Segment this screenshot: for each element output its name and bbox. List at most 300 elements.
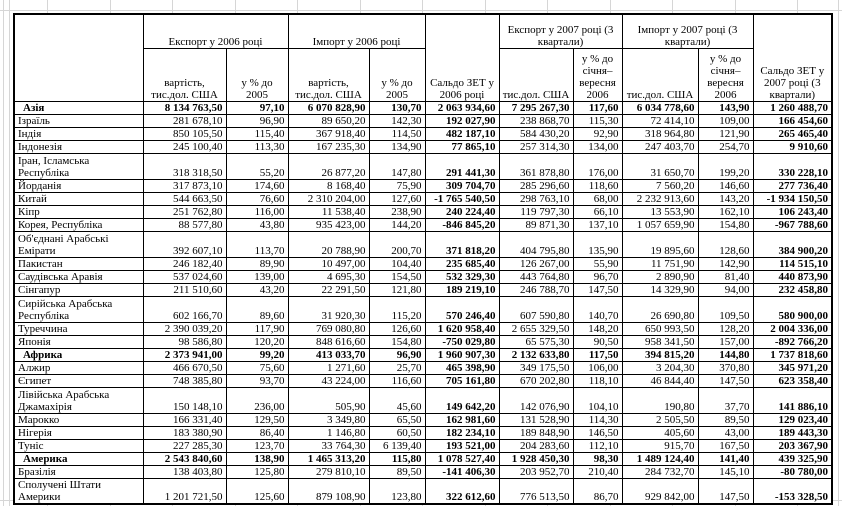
value-cell[interactable]: 25,70: [369, 361, 425, 374]
saldo-cell[interactable]: 1 960 907,30: [425, 348, 499, 361]
saldo-cell[interactable]: 2 063 934,60: [425, 101, 499, 114]
value-cell[interactable]: 413 033,70: [288, 348, 369, 361]
saldo-cell[interactable]: 1 620 958,40: [425, 322, 499, 335]
value-cell[interactable]: 129,50: [226, 413, 288, 426]
value-cell[interactable]: 167,50: [698, 439, 753, 452]
value-cell[interactable]: 145,10: [698, 465, 753, 478]
value-cell[interactable]: 284 732,70: [622, 465, 698, 478]
value-cell[interactable]: 318 318,50: [143, 153, 226, 179]
value-cell[interactable]: 89,60: [226, 296, 288, 322]
saldo-cell[interactable]: 240 224,40: [425, 205, 499, 218]
value-cell[interactable]: 137,10: [573, 218, 622, 231]
value-cell[interactable]: 443 764,80: [499, 270, 573, 283]
value-cell[interactable]: 55,90: [573, 257, 622, 270]
value-cell[interactable]: 142 076,90: [499, 387, 573, 413]
value-cell[interactable]: 96,90: [369, 348, 425, 361]
saldo-cell[interactable]: 330 228,10: [753, 153, 832, 179]
value-cell[interactable]: 537 024,60: [143, 270, 226, 283]
saldo-cell[interactable]: -967 788,60: [753, 218, 832, 231]
value-cell[interactable]: 75,60: [226, 361, 288, 374]
value-cell[interactable]: 167 235,30: [288, 140, 369, 153]
value-cell[interactable]: 238 868,70: [499, 114, 573, 127]
value-cell[interactable]: 147,50: [698, 374, 753, 387]
value-cell[interactable]: 89,50: [369, 465, 425, 478]
saldo-cell[interactable]: -80 780,00: [753, 465, 832, 478]
value-cell[interactable]: 584 430,20: [499, 127, 573, 140]
value-cell[interactable]: 114,30: [573, 413, 622, 426]
value-cell[interactable]: 2 232 913,60: [622, 192, 698, 205]
value-cell[interactable]: 254,70: [698, 140, 753, 153]
value-cell[interactable]: 505,90: [288, 387, 369, 413]
value-cell[interactable]: 1 271,60: [288, 361, 369, 374]
value-cell[interactable]: 115,40: [226, 127, 288, 140]
value-cell[interactable]: 189 848,90: [499, 426, 573, 439]
region-cell[interactable]: Марокко: [14, 413, 143, 426]
column-sub-header[interactable]: вартість, тис.дол. США: [143, 48, 226, 101]
saldo-cell[interactable]: 1 737 818,60: [753, 348, 832, 361]
value-cell[interactable]: 117,60: [573, 101, 622, 114]
value-cell[interactable]: 89,50: [698, 413, 753, 426]
value-cell[interactable]: 246 182,40: [143, 257, 226, 270]
value-cell[interactable]: 769 080,80: [288, 322, 369, 335]
value-cell[interactable]: 120,20: [226, 335, 288, 348]
region-cell[interactable]: Ізраїль: [14, 114, 143, 127]
saldo-cell[interactable]: 439 325,90: [753, 452, 832, 465]
value-cell[interactable]: 2 132 633,80: [499, 348, 573, 361]
value-cell[interactable]: 75,90: [369, 179, 425, 192]
value-cell[interactable]: 147,50: [573, 283, 622, 296]
value-cell[interactable]: 138,90: [226, 452, 288, 465]
value-cell[interactable]: 7 295 267,30: [499, 101, 573, 114]
value-cell[interactable]: 146,50: [573, 426, 622, 439]
column-group-header[interactable]: Імпорт у 2006 році: [288, 14, 425, 48]
value-cell[interactable]: 176,00: [573, 153, 622, 179]
value-cell[interactable]: 121,80: [369, 283, 425, 296]
value-cell[interactable]: 204 283,60: [499, 439, 573, 452]
value-cell[interactable]: 148,20: [573, 322, 622, 335]
value-cell[interactable]: 257 314,30: [499, 140, 573, 153]
value-cell[interactable]: 117,50: [573, 348, 622, 361]
value-cell[interactable]: 318 964,80: [622, 127, 698, 140]
value-cell[interactable]: 850 105,50: [143, 127, 226, 140]
saldo-cell[interactable]: 162 981,60: [425, 413, 499, 426]
value-cell[interactable]: 144,80: [698, 348, 753, 361]
value-cell[interactable]: 285 296,60: [499, 179, 573, 192]
value-cell[interactable]: 99,20: [226, 348, 288, 361]
value-cell[interactable]: 935 423,00: [288, 218, 369, 231]
value-cell[interactable]: 118,60: [573, 179, 622, 192]
saldo-cell[interactable]: 2 004 336,00: [753, 322, 832, 335]
value-cell[interactable]: 144,20: [369, 218, 425, 231]
saldo-cell[interactable]: 114 515,10: [753, 257, 832, 270]
region-cell[interactable]: Сирійська Арабська Республіка: [14, 296, 143, 322]
region-cell[interactable]: Америка: [14, 452, 143, 465]
value-cell[interactable]: 46 844,40: [622, 374, 698, 387]
value-cell[interactable]: 404 795,80: [499, 231, 573, 257]
saldo-cell[interactable]: 9 910,60: [753, 140, 832, 153]
value-cell[interactable]: 114,50: [369, 127, 425, 140]
value-cell[interactable]: 143,20: [698, 192, 753, 205]
saldo-cell[interactable]: 322 612,60: [425, 478, 499, 504]
value-cell[interactable]: 211 510,60: [143, 283, 226, 296]
value-cell[interactable]: 68,00: [573, 192, 622, 205]
saldo-cell[interactable]: 277 736,40: [753, 179, 832, 192]
value-cell[interactable]: 147,80: [369, 153, 425, 179]
saldo-cell[interactable]: -846 845,20: [425, 218, 499, 231]
value-cell[interactable]: 199,20: [698, 153, 753, 179]
region-cell[interactable]: Китай: [14, 192, 143, 205]
saldo-cell[interactable]: 149 642,20: [425, 387, 499, 413]
saldo-cell[interactable]: 1 260 488,70: [753, 101, 832, 114]
saldo-cell[interactable]: 580 900,00: [753, 296, 832, 322]
value-cell[interactable]: 116,60: [369, 374, 425, 387]
value-cell[interactable]: 20 788,90: [288, 231, 369, 257]
saldo-cell[interactable]: 203 367,90: [753, 439, 832, 452]
value-cell[interactable]: 106,00: [573, 361, 622, 374]
value-cell[interactable]: 109,50: [698, 296, 753, 322]
value-cell[interactable]: 113,30: [226, 140, 288, 153]
saldo-cell[interactable]: 106 243,40: [753, 205, 832, 218]
value-cell[interactable]: 98,30: [573, 452, 622, 465]
value-cell[interactable]: 131 528,90: [499, 413, 573, 426]
value-cell[interactable]: 130,70: [369, 101, 425, 114]
value-cell[interactable]: 157,00: [698, 335, 753, 348]
value-cell[interactable]: 127,60: [369, 192, 425, 205]
saldo-cell[interactable]: 166 454,60: [753, 114, 832, 127]
value-cell[interactable]: 118,10: [573, 374, 622, 387]
value-cell[interactable]: 72 414,10: [622, 114, 698, 127]
region-cell[interactable]: Африка: [14, 348, 143, 361]
value-cell[interactable]: 200,70: [369, 231, 425, 257]
column-group-header[interactable]: Експорт у 2007 році (3 квартали): [499, 14, 622, 48]
saldo-cell[interactable]: 182 234,10: [425, 426, 499, 439]
value-cell[interactable]: 97,10: [226, 101, 288, 114]
value-cell[interactable]: 123,70: [226, 439, 288, 452]
value-cell[interactable]: 245 100,40: [143, 140, 226, 153]
value-cell[interactable]: 142,30: [369, 114, 425, 127]
value-cell[interactable]: 123,80: [369, 478, 425, 504]
saldo-cell[interactable]: 77 865,10: [425, 140, 499, 153]
value-cell[interactable]: 2 310 204,00: [288, 192, 369, 205]
value-cell[interactable]: 104,40: [369, 257, 425, 270]
value-cell[interactable]: 96,90: [226, 114, 288, 127]
value-cell[interactable]: 139,00: [226, 270, 288, 283]
value-cell[interactable]: 126 267,00: [499, 257, 573, 270]
saldo-cell[interactable]: 141 886,10: [753, 387, 832, 413]
value-cell[interactable]: 1 201 721,50: [143, 478, 226, 504]
value-cell[interactable]: 367 918,40: [288, 127, 369, 140]
value-cell[interactable]: 2 655 329,50: [499, 322, 573, 335]
value-cell[interactable]: 183 380,90: [143, 426, 226, 439]
value-cell[interactable]: 116,00: [226, 205, 288, 218]
value-cell[interactable]: 146,60: [698, 179, 753, 192]
value-cell[interactable]: 466 670,50: [143, 361, 226, 374]
value-cell[interactable]: 125,60: [226, 478, 288, 504]
value-cell[interactable]: 43,20: [226, 283, 288, 296]
value-cell[interactable]: 670 202,80: [499, 374, 573, 387]
value-cell[interactable]: 126,60: [369, 322, 425, 335]
value-cell[interactable]: 125,80: [226, 465, 288, 478]
column-group-header[interactable]: Сальдо ЗЕТ у 2006 році: [425, 14, 499, 101]
saldo-cell[interactable]: 705 161,80: [425, 374, 499, 387]
value-cell[interactable]: 115,80: [369, 452, 425, 465]
value-cell[interactable]: 19 895,60: [622, 231, 698, 257]
value-cell[interactable]: 162,10: [698, 205, 753, 218]
value-cell[interactable]: 89 650,20: [288, 114, 369, 127]
value-cell[interactable]: 166 331,40: [143, 413, 226, 426]
value-cell[interactable]: 43,80: [226, 218, 288, 231]
value-cell[interactable]: 31 650,70: [622, 153, 698, 179]
value-cell[interactable]: 31 920,30: [288, 296, 369, 322]
value-cell[interactable]: 848 616,60: [288, 335, 369, 348]
region-cell[interactable]: Кіпр: [14, 205, 143, 218]
value-cell[interactable]: 13 553,90: [622, 205, 698, 218]
saldo-cell[interactable]: 235 685,40: [425, 257, 499, 270]
value-cell[interactable]: 174,60: [226, 179, 288, 192]
value-cell[interactable]: 89 871,30: [499, 218, 573, 231]
value-cell[interactable]: 544 663,50: [143, 192, 226, 205]
value-cell[interactable]: 26 690,80: [622, 296, 698, 322]
value-cell[interactable]: 96,70: [573, 270, 622, 283]
value-cell[interactable]: 94,00: [698, 283, 753, 296]
saldo-cell[interactable]: 1 078 527,40: [425, 452, 499, 465]
value-cell[interactable]: 140,70: [573, 296, 622, 322]
column-sub-header[interactable]: тис.дол. США: [499, 48, 573, 101]
value-cell[interactable]: 33 764,30: [288, 439, 369, 452]
value-cell[interactable]: 8 134 763,50: [143, 101, 226, 114]
saldo-cell[interactable]: 623 358,40: [753, 374, 832, 387]
value-cell[interactable]: 66,10: [573, 205, 622, 218]
value-cell[interactable]: 37,70: [698, 387, 753, 413]
saldo-cell[interactable]: 291 441,30: [425, 153, 499, 179]
value-cell[interactable]: 2 390 039,20: [143, 322, 226, 335]
value-cell[interactable]: 115,30: [573, 114, 622, 127]
value-cell[interactable]: 1 928 450,30: [499, 452, 573, 465]
region-cell[interactable]: Єгипет: [14, 374, 143, 387]
value-cell[interactable]: 3 349,80: [288, 413, 369, 426]
saldo-cell[interactable]: 345 971,20: [753, 361, 832, 374]
value-cell[interactable]: 958 341,50: [622, 335, 698, 348]
value-cell[interactable]: 147,50: [698, 478, 753, 504]
value-cell[interactable]: 1 465 313,20: [288, 452, 369, 465]
value-cell[interactable]: 247 403,70: [622, 140, 698, 153]
value-cell[interactable]: 117,90: [226, 322, 288, 335]
value-cell[interactable]: 93,70: [226, 374, 288, 387]
region-cell[interactable]: Японія: [14, 335, 143, 348]
region-cell[interactable]: Іран, Ісламська Республіка: [14, 153, 143, 179]
value-cell[interactable]: 879 108,90: [288, 478, 369, 504]
region-cell[interactable]: Лівійська Арабська Джамахірія: [14, 387, 143, 413]
saldo-cell[interactable]: 570 246,40: [425, 296, 499, 322]
value-cell[interactable]: 392 607,10: [143, 231, 226, 257]
saldo-cell[interactable]: -153 328,50: [753, 478, 832, 504]
column-sub-header[interactable]: вартість, тис.дол. США: [288, 48, 369, 101]
saldo-cell[interactable]: 384 900,20: [753, 231, 832, 257]
value-cell[interactable]: 65,50: [369, 413, 425, 426]
value-cell[interactable]: 119 797,30: [499, 205, 573, 218]
region-cell[interactable]: Об'єднані Арабські Емірати: [14, 231, 143, 257]
value-cell[interactable]: 1 489 124,40: [622, 452, 698, 465]
column-sub-header[interactable]: у % до січня–вересня 2006: [573, 48, 622, 101]
region-cell[interactable]: Індія: [14, 127, 143, 140]
value-cell[interactable]: 134,90: [369, 140, 425, 153]
saldo-cell[interactable]: 532 329,30: [425, 270, 499, 283]
saldo-cell[interactable]: 371 818,20: [425, 231, 499, 257]
column-sub-header[interactable]: у % до січня–вересня 2006: [698, 48, 753, 101]
value-cell[interactable]: 109,00: [698, 114, 753, 127]
value-cell[interactable]: 141,40: [698, 452, 753, 465]
value-cell[interactable]: 10 497,00: [288, 257, 369, 270]
column-sub-header[interactable]: у % до 2005: [226, 48, 288, 101]
region-cell[interactable]: Індонезія: [14, 140, 143, 153]
value-cell[interactable]: 43,00: [698, 426, 753, 439]
value-cell[interactable]: 370,80: [698, 361, 753, 374]
value-cell[interactable]: 6 070 828,90: [288, 101, 369, 114]
value-cell[interactable]: 4 695,30: [288, 270, 369, 283]
value-cell[interactable]: 154,80: [369, 335, 425, 348]
column-group-header[interactable]: Експорт у 2006 році: [143, 14, 288, 48]
saldo-cell[interactable]: 189 219,10: [425, 283, 499, 296]
value-cell[interactable]: 14 329,90: [622, 283, 698, 296]
value-cell[interactable]: 317 873,10: [143, 179, 226, 192]
value-cell[interactable]: 748 385,80: [143, 374, 226, 387]
value-cell[interactable]: 128,60: [698, 231, 753, 257]
region-cell[interactable]: Туреччина: [14, 322, 143, 335]
region-cell[interactable]: Туніс: [14, 439, 143, 452]
value-cell[interactable]: 776 513,50: [499, 478, 573, 504]
column-group-header[interactable]: Сальдо ЗЕТ у 2007 році (3 квартали): [753, 14, 832, 101]
saldo-cell[interactable]: 189 443,30: [753, 426, 832, 439]
saldo-cell[interactable]: 232 458,80: [753, 283, 832, 296]
saldo-cell[interactable]: 309 704,70: [425, 179, 499, 192]
column-sub-header[interactable]: тис.дол. США: [622, 48, 698, 101]
value-cell[interactable]: 134,00: [573, 140, 622, 153]
value-cell[interactable]: 11 538,40: [288, 205, 369, 218]
saldo-cell[interactable]: 440 873,90: [753, 270, 832, 283]
value-cell[interactable]: 607 590,80: [499, 296, 573, 322]
value-cell[interactable]: 8 168,40: [288, 179, 369, 192]
value-cell[interactable]: 650 993,50: [622, 322, 698, 335]
saldo-cell[interactable]: 482 187,10: [425, 127, 499, 140]
value-cell[interactable]: 55,20: [226, 153, 288, 179]
value-cell[interactable]: 2 543 840,60: [143, 452, 226, 465]
saldo-cell[interactable]: -1 934 150,50: [753, 192, 832, 205]
value-cell[interactable]: 203 952,70: [499, 465, 573, 478]
value-cell[interactable]: 92,90: [573, 127, 622, 140]
value-cell[interactable]: 142,90: [698, 257, 753, 270]
value-cell[interactable]: 128,20: [698, 322, 753, 335]
value-cell[interactable]: 76,60: [226, 192, 288, 205]
value-cell[interactable]: 60,50: [369, 426, 425, 439]
value-cell[interactable]: 298 763,10: [499, 192, 573, 205]
value-cell[interactable]: 22 291,50: [288, 283, 369, 296]
value-cell[interactable]: 115,20: [369, 296, 425, 322]
value-cell[interactable]: 246 788,70: [499, 283, 573, 296]
saldo-cell[interactable]: 193 521,00: [425, 439, 499, 452]
value-cell[interactable]: 98 586,80: [143, 335, 226, 348]
value-cell[interactable]: 104,10: [573, 387, 622, 413]
value-cell[interactable]: 154,50: [369, 270, 425, 283]
value-cell[interactable]: 88 577,80: [143, 218, 226, 231]
column-sub-header[interactable]: у % до 2005: [369, 48, 425, 101]
region-cell[interactable]: Сінгапур: [14, 283, 143, 296]
value-cell[interactable]: 210,40: [573, 465, 622, 478]
value-cell[interactable]: 2 890,90: [622, 270, 698, 283]
region-cell[interactable]: Бразілія: [14, 465, 143, 478]
value-cell[interactable]: 236,00: [226, 387, 288, 413]
region-cell[interactable]: Алжир: [14, 361, 143, 374]
column-group-header[interactable]: Імпорт у 2007 році (3 квартали): [622, 14, 753, 48]
value-cell[interactable]: 190,80: [622, 387, 698, 413]
saldo-cell[interactable]: 129 023,40: [753, 413, 832, 426]
value-cell[interactable]: 11 751,90: [622, 257, 698, 270]
region-cell[interactable]: Сполучені Штати Америки: [14, 478, 143, 504]
saldo-cell[interactable]: -892 766,20: [753, 335, 832, 348]
value-cell[interactable]: 6 034 778,60: [622, 101, 698, 114]
value-cell[interactable]: 81,40: [698, 270, 753, 283]
corner-header-cell[interactable]: [14, 14, 143, 101]
value-cell[interactable]: 2 505,50: [622, 413, 698, 426]
saldo-cell[interactable]: -141 406,30: [425, 465, 499, 478]
saldo-cell[interactable]: 465 398,90: [425, 361, 499, 374]
region-cell[interactable]: Азія: [14, 101, 143, 114]
region-cell[interactable]: Корея, Республіка: [14, 218, 143, 231]
value-cell[interactable]: 65 575,30: [499, 335, 573, 348]
value-cell[interactable]: 138 403,80: [143, 465, 226, 478]
value-cell[interactable]: 26 877,20: [288, 153, 369, 179]
value-cell[interactable]: 135,90: [573, 231, 622, 257]
value-cell[interactable]: 405,60: [622, 426, 698, 439]
value-cell[interactable]: 90,50: [573, 335, 622, 348]
region-cell[interactable]: Нігерія: [14, 426, 143, 439]
value-cell[interactable]: 43 224,00: [288, 374, 369, 387]
value-cell[interactable]: 86,40: [226, 426, 288, 439]
value-cell[interactable]: 251 762,80: [143, 205, 226, 218]
value-cell[interactable]: 112,10: [573, 439, 622, 452]
value-cell[interactable]: 279 810,10: [288, 465, 369, 478]
value-cell[interactable]: 602 166,70: [143, 296, 226, 322]
value-cell[interactable]: 89,90: [226, 257, 288, 270]
value-cell[interactable]: 3 204,30: [622, 361, 698, 374]
value-cell[interactable]: 1 146,80: [288, 426, 369, 439]
value-cell[interactable]: 349 175,50: [499, 361, 573, 374]
value-cell[interactable]: 394 815,20: [622, 348, 698, 361]
value-cell[interactable]: 121,90: [698, 127, 753, 140]
region-cell[interactable]: Саудівська Аравія: [14, 270, 143, 283]
value-cell[interactable]: 1 057 659,90: [622, 218, 698, 231]
value-cell[interactable]: 361 878,80: [499, 153, 573, 179]
value-cell[interactable]: 7 560,20: [622, 179, 698, 192]
saldo-cell[interactable]: -750 029,80: [425, 335, 499, 348]
value-cell[interactable]: 238,90: [369, 205, 425, 218]
value-cell[interactable]: 45,60: [369, 387, 425, 413]
value-cell[interactable]: 154,80: [698, 218, 753, 231]
value-cell[interactable]: 150 148,10: [143, 387, 226, 413]
region-cell[interactable]: Йорданія: [14, 179, 143, 192]
value-cell[interactable]: 86,70: [573, 478, 622, 504]
value-cell[interactable]: 929 842,00: [622, 478, 698, 504]
value-cell[interactable]: 6 139,40: [369, 439, 425, 452]
saldo-cell[interactable]: 265 465,40: [753, 127, 832, 140]
saldo-cell[interactable]: -1 765 540,50: [425, 192, 499, 205]
region-cell[interactable]: Пакистан: [14, 257, 143, 270]
value-cell[interactable]: 113,70: [226, 231, 288, 257]
saldo-cell[interactable]: 192 027,90: [425, 114, 499, 127]
value-cell[interactable]: 281 678,10: [143, 114, 226, 127]
value-cell[interactable]: 915,70: [622, 439, 698, 452]
value-cell[interactable]: 227 285,30: [143, 439, 226, 452]
value-cell[interactable]: 143,90: [698, 101, 753, 114]
